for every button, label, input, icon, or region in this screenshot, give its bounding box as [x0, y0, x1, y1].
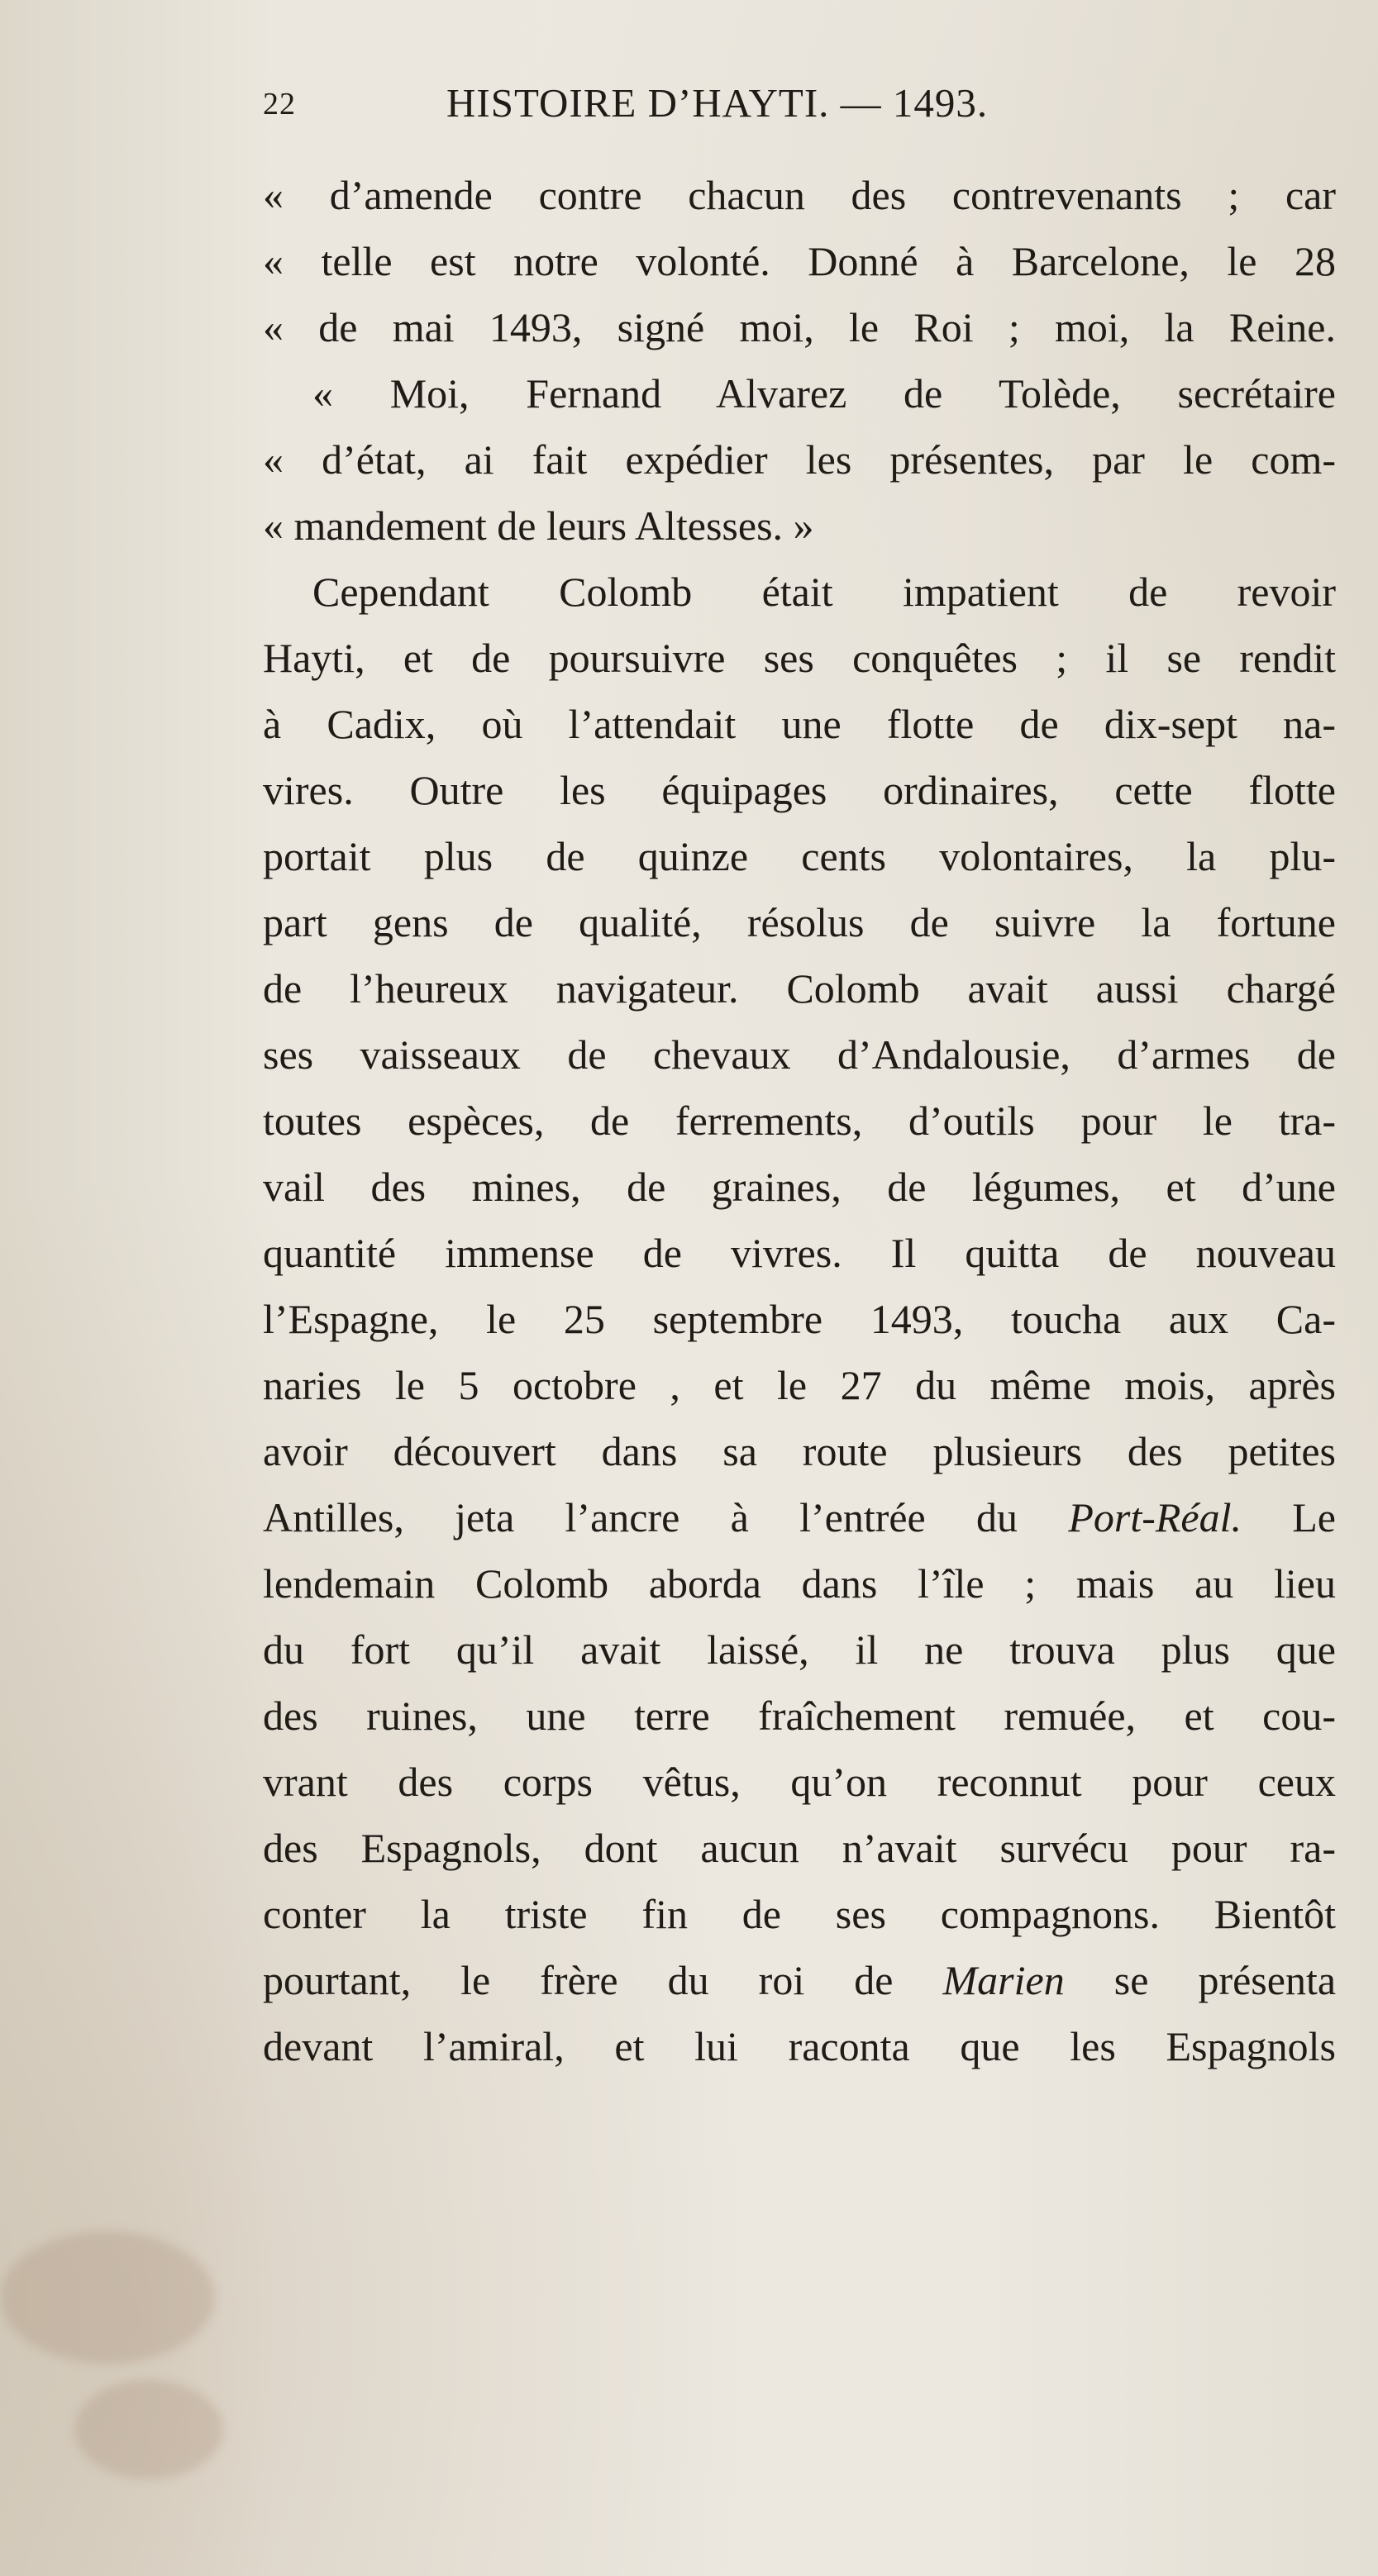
- text-line: « telle est notre volonté. Donné à Barcelone, le 28: [263, 238, 1336, 284]
- text-line: ses vaisseaux de chevaux d’Andalousie, d’armes de: [263, 1031, 1336, 1078]
- text-line: [263, 1947, 1336, 2013]
- text-line: vrant des corps vêtus, qu’on reconnut pour ceux: [263, 1759, 1336, 1805]
- text-line: vires. Outre les équipages ordinaires, cette flotte: [263, 767, 1336, 813]
- place-name-marien: Marien: [942, 1957, 1065, 2003]
- body-text: [263, 162, 1336, 2079]
- page-number: 22: [263, 87, 296, 121]
- text-line: Hayti, et de poursuivre ses conquêtes ; il se rendit: [263, 635, 1336, 681]
- text-line: « Moi, Fernand Alvarez de Tolède, secrétaire: [312, 370, 1336, 417]
- text-line: lendemain Colomb aborda dans l’île ; mais au lieu: [263, 1560, 1336, 1607]
- text-line: toutes espèces, de ferrements, d’outils pour le tra-: [263, 1098, 1336, 1144]
- text-line: [263, 1484, 1336, 1550]
- text-line: des ruines, une terre fraîchement remuée, et cou-: [263, 1693, 1336, 1739]
- page-header: [263, 79, 1139, 137]
- running-title: HISTOIRE D’HAYTI. — 1493.: [446, 80, 989, 126]
- text-line: des Espagnols, dont aucun n’avait survécu pour ra-: [263, 1825, 1336, 1871]
- text-line: vail des mines, de graines, de légumes, et d’une: [263, 1164, 1336, 1210]
- text-line: conter la triste fin de ses compagnons. Bientôt: [263, 1891, 1336, 1937]
- paper-stain: [0, 2231, 215, 2364]
- text-fragment: Antilles, jeta l’ancre à l’entrée du: [263, 1494, 1018, 1540]
- text-line: naries le 5 octobre , et le 27 du même mois, après: [263, 1362, 1336, 1408]
- text-fragment: pourtant, le frère du roi de: [263, 1957, 894, 2003]
- text-line: portait plus de quinze cents volontaires, la plu-: [263, 833, 1336, 879]
- text-line: « mandement de leurs Altesses. »: [263, 502, 814, 549]
- text-line: l’Espagne, le 25 septembre 1493, toucha aux Ca-: [263, 1296, 1336, 1342]
- text-line: de l’heureux navigateur. Colomb avait aussi chargé: [263, 965, 1336, 1012]
- text-line: quantité immense de vivres. Il quitta de nouveau: [263, 1230, 1336, 1276]
- text-line: devant l’amiral, et lui raconta que les Espagnols: [263, 2023, 1336, 2069]
- text-fragment: Le: [1292, 1494, 1336, 1540]
- text-line: du fort qu’il avait laissé, il ne trouva plus que: [263, 1626, 1336, 1673]
- text-fragment: se présenta: [1113, 1957, 1336, 2003]
- paper-stain: [74, 2380, 223, 2479]
- place-name-port-real: Port-Réal.: [1068, 1494, 1242, 1540]
- text-line: avoir découvert dans sa route plusieurs des petites: [263, 1428, 1336, 1474]
- text-line: « de mai 1493, signé moi, le Roi ; moi, la Reine.: [263, 304, 1336, 350]
- text-line: « d’amende contre chacun des contrevenants ; car: [263, 172, 1336, 218]
- text-line: « d’état, ai fait expédier les présentes, par le com-: [263, 436, 1336, 483]
- text-line: à Cadix, où l’attendait une flotte de dix-sept na-: [263, 701, 1336, 747]
- text-line: Cependant Colomb était impatient de revoir: [312, 569, 1336, 615]
- text-line: part gens de qualité, résolus de suivre la fortune: [263, 899, 1336, 945]
